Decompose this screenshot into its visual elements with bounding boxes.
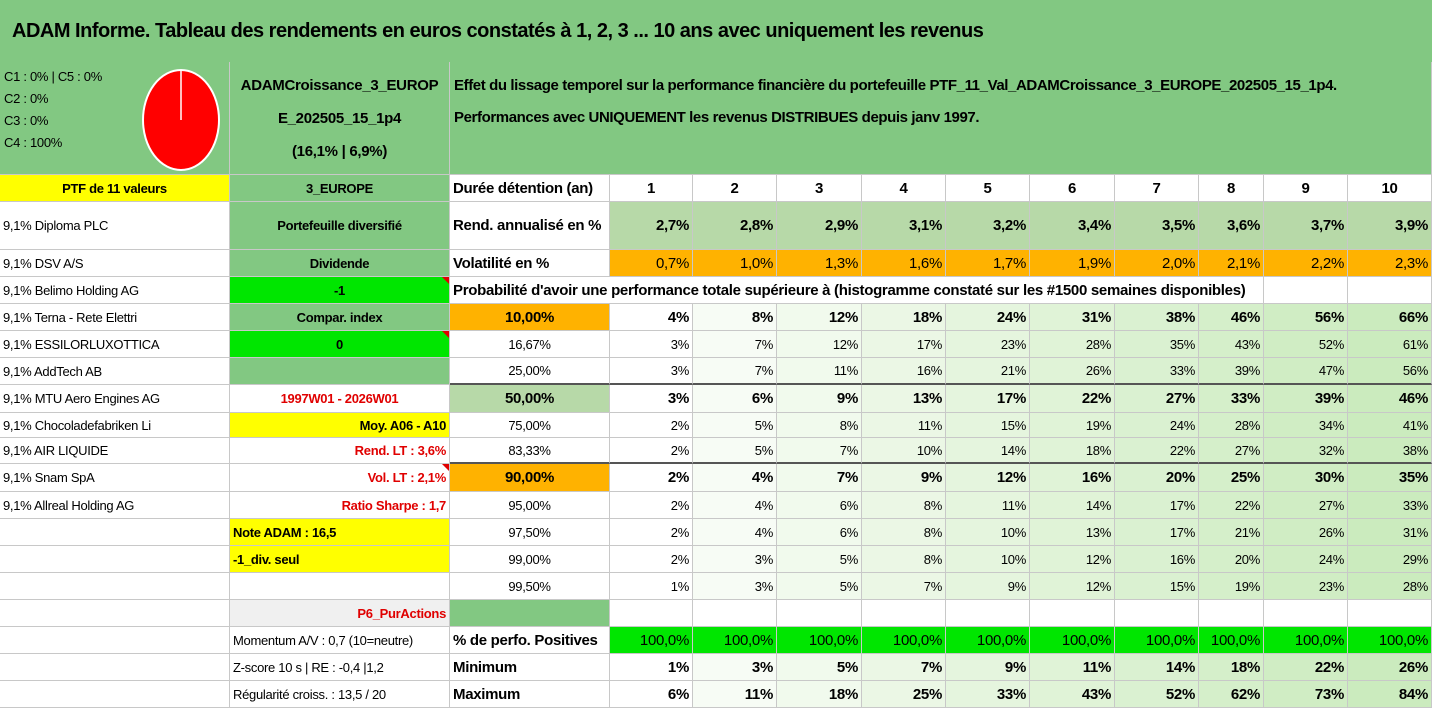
probability-value: 28% — [1199, 413, 1264, 438]
probability-value: 12% — [1030, 573, 1115, 600]
probability-threshold: 90,00% — [450, 464, 610, 492]
probability-value: 38% — [1115, 304, 1199, 331]
div-seul: -1_div. seul — [230, 546, 450, 573]
probability-value: 20% — [1115, 464, 1199, 492]
year-header: 10 — [1348, 175, 1432, 202]
probability-value: 31% — [1348, 519, 1432, 546]
probability-threshold: 97,50% — [450, 519, 610, 546]
probability-value: 5% — [693, 438, 777, 464]
probability-value: 8% — [777, 413, 862, 438]
portfolio-line: E_202505_15_1p4 — [277, 109, 402, 127]
probability-value: 26% — [1264, 519, 1348, 546]
holding-row: 9,1% Belimo Holding AG — [0, 277, 230, 304]
empty-cell — [777, 600, 862, 627]
ptf-header: PTF de 11 valeurs — [0, 175, 230, 202]
report-title: ADAM Informe. Tableau des rendements en euros constatés à 1, 2, 3 ... 10 ans avec uniquement les revenus — [0, 0, 1432, 62]
minimum-value: 5% — [777, 654, 862, 681]
probability-value: 61% — [1348, 331, 1432, 358]
probability-threshold: 10,00% — [450, 304, 610, 331]
probability-value: 15% — [946, 413, 1030, 438]
probability-threshold: 16,67% — [450, 331, 610, 358]
empty-cell — [1348, 600, 1432, 627]
probability-value: 16% — [1115, 546, 1199, 573]
probability-value: 21% — [1199, 519, 1264, 546]
probability-value: 43% — [1199, 331, 1264, 358]
return-value: 2,9% — [777, 202, 862, 250]
period-range: 1997W01 - 2026W01 — [230, 385, 450, 413]
probability-value: 7% — [693, 358, 777, 385]
dividend-label: Dividende — [230, 250, 450, 277]
volatility-value: 2,0% — [1115, 250, 1199, 277]
probability-value: 28% — [1030, 331, 1115, 358]
year-header: 1 — [610, 175, 693, 202]
momentum: Momentum A/V : 0,7 (10=neutre) — [230, 627, 450, 654]
positive-value: 100,0% — [610, 627, 693, 654]
empty-cell — [230, 573, 450, 600]
probability-value: 33% — [1348, 492, 1432, 519]
probability-value: 27% — [1264, 492, 1348, 519]
probability-value: 30% — [1264, 464, 1348, 492]
probability-value: 9% — [862, 464, 946, 492]
probability-value: 20% — [1199, 546, 1264, 573]
volatility-value: 2,1% — [1199, 250, 1264, 277]
maximum-value: 18% — [777, 681, 862, 708]
empty-cell — [862, 600, 946, 627]
probability-value: 24% — [946, 304, 1030, 331]
minimum-label: Minimum — [450, 654, 610, 681]
probability-value: 3% — [610, 358, 693, 385]
probability-value: 8% — [693, 304, 777, 331]
probability-threshold: 95,00% — [450, 492, 610, 519]
empty-cell — [1264, 600, 1348, 627]
dividend-value: -1 — [230, 277, 450, 304]
positive-value: 100,0% — [1115, 627, 1199, 654]
positive-value: 100,0% — [862, 627, 946, 654]
probability-value: 31% — [1030, 304, 1115, 331]
probability-value: 33% — [1199, 385, 1264, 413]
probability-value: 46% — [1348, 385, 1432, 413]
holding-row: 9,1% AddTech AB — [0, 358, 230, 385]
probability-value: 16% — [1030, 464, 1115, 492]
holding-row: 9,1% Diploma PLC — [0, 202, 230, 250]
holding-row: 9,1% DSV A/S — [0, 250, 230, 277]
probability-threshold: 25,00% — [450, 358, 610, 385]
empty-cell — [0, 681, 230, 708]
volatility-value: 2,2% — [1264, 250, 1348, 277]
probability-threshold: 83,33% — [450, 438, 610, 464]
holding-row: 9,1% AIR LIQUIDE — [0, 438, 230, 464]
probability-value: 2% — [610, 438, 693, 464]
probability-value: 22% — [1199, 492, 1264, 519]
return-value: 2,8% — [693, 202, 777, 250]
minimum-value: 11% — [1030, 654, 1115, 681]
probability-value: 23% — [1264, 573, 1348, 600]
holding-row: 9,1% Terna - Rete Elettri — [0, 304, 230, 331]
probability-value: 52% — [1264, 331, 1348, 358]
probability-value: 47% — [1264, 358, 1348, 385]
probability-value: 8% — [862, 492, 946, 519]
empty-cell — [0, 654, 230, 681]
year-header: 3 — [777, 175, 862, 202]
year-header: 6 — [1030, 175, 1115, 202]
minimum-value: 26% — [1348, 654, 1432, 681]
volatility-value: 1,7% — [946, 250, 1030, 277]
minimum-value: 14% — [1115, 654, 1199, 681]
probability-value: 29% — [1348, 546, 1432, 573]
probability-value: 17% — [946, 385, 1030, 413]
probability-value: 4% — [693, 519, 777, 546]
moy-label: Moy. A06 - A10 — [230, 413, 450, 438]
minimum-value: 9% — [946, 654, 1030, 681]
probability-value: 12% — [1030, 546, 1115, 573]
probability-title: Probabilité d'avoir une performance totale supérieure à (histogramme constaté sur les #1500 semaines disponibles) — [450, 277, 1264, 304]
probability-threshold: 99,50% — [450, 573, 610, 600]
probability-value: 3% — [610, 385, 693, 413]
probability-value: 14% — [1030, 492, 1115, 519]
probability-value: 5% — [777, 546, 862, 573]
probability-value: 38% — [1348, 438, 1432, 464]
maximum-value: 43% — [1030, 681, 1115, 708]
maximum-value: 6% — [610, 681, 693, 708]
empty-cell — [230, 358, 450, 385]
probability-value: 2% — [610, 519, 693, 546]
probability-value: 7% — [693, 331, 777, 358]
class-line: C2 : 0% — [4, 91, 49, 106]
positive-value: 100,0% — [946, 627, 1030, 654]
maximum-value: 11% — [693, 681, 777, 708]
empty-cell — [946, 600, 1030, 627]
probability-value: 5% — [777, 573, 862, 600]
compar-index-label: Compar. index — [230, 304, 450, 331]
empty-cell — [1264, 277, 1348, 304]
probability-value: 22% — [1030, 385, 1115, 413]
probability-value: 25% — [1199, 464, 1264, 492]
class-line: C4 : 100% — [4, 135, 63, 150]
year-header: 9 — [1264, 175, 1348, 202]
probability-value: 7% — [862, 573, 946, 600]
probability-value: 9% — [777, 385, 862, 413]
probability-value: 7% — [777, 464, 862, 492]
probability-value: 11% — [946, 492, 1030, 519]
probability-value: 41% — [1348, 413, 1432, 438]
vol-lt: Vol. LT : 2,1% — [230, 464, 450, 492]
duration-label: Durée détention (an) — [450, 175, 610, 202]
maximum-label: Maximum — [450, 681, 610, 708]
maximum-value: 73% — [1264, 681, 1348, 708]
year-header: 7 — [1115, 175, 1199, 202]
probability-threshold: 75,00% — [450, 413, 610, 438]
sharpe-ratio: Ratio Sharpe : 1,7 — [230, 492, 450, 519]
probability-value: 19% — [1030, 413, 1115, 438]
holding-row: 9,1% ESSILORLUXOTTICA — [0, 331, 230, 358]
probability-threshold: 99,00% — [450, 546, 610, 573]
probability-value: 39% — [1264, 385, 1348, 413]
probability-value: 10% — [862, 438, 946, 464]
probability-value: 4% — [693, 492, 777, 519]
empty-cell — [610, 600, 693, 627]
class-line: C3 : 0% — [4, 113, 49, 128]
probability-value: 27% — [1199, 438, 1264, 464]
returns-label: Rend. annualisé en % — [450, 202, 610, 250]
year-header: 2 — [693, 175, 777, 202]
probability-value: 24% — [1264, 546, 1348, 573]
probability-value: 34% — [1264, 413, 1348, 438]
zscore: Z-score 10 s | RE : -0,4 |1,2 — [230, 654, 450, 681]
allocation-pie-chart — [141, 68, 221, 172]
volatility-value: 1,9% — [1030, 250, 1115, 277]
probability-value: 23% — [946, 331, 1030, 358]
probability-value: 14% — [946, 438, 1030, 464]
probability-value: 6% — [777, 492, 862, 519]
minimum-value: 1% — [610, 654, 693, 681]
holding-row: 9,1% Allreal Holding AG — [0, 492, 230, 519]
return-value: 3,4% — [1030, 202, 1115, 250]
maximum-value: 84% — [1348, 681, 1432, 708]
probability-value: 11% — [862, 413, 946, 438]
return-value: 3,2% — [946, 202, 1030, 250]
probability-value: 15% — [1115, 573, 1199, 600]
probability-value: 2% — [610, 464, 693, 492]
zone-label: 3_EUROPE — [230, 175, 450, 202]
positives-label: % de perfo. Positives — [450, 627, 610, 654]
probability-value: 8% — [862, 546, 946, 573]
probability-value: 17% — [1115, 519, 1199, 546]
probability-value: 13% — [862, 385, 946, 413]
probability-value: 8% — [862, 519, 946, 546]
volatility-value: 2,3% — [1348, 250, 1432, 277]
portfolio-line: ADAMCroissance_3_EUROP — [240, 76, 439, 94]
empty-cell — [0, 546, 230, 573]
positive-value: 100,0% — [1030, 627, 1115, 654]
probability-value: 35% — [1115, 331, 1199, 358]
probability-value: 27% — [1115, 385, 1199, 413]
probability-value: 33% — [1115, 358, 1199, 385]
probability-value: 5% — [693, 413, 777, 438]
year-header: 4 — [862, 175, 946, 202]
probability-value: 56% — [1348, 358, 1432, 385]
compar-index-value: 0 — [230, 331, 450, 358]
probability-value: 32% — [1264, 438, 1348, 464]
adam-note: Note ADAM : 16,5 — [230, 519, 450, 546]
probability-value: 39% — [1199, 358, 1264, 385]
diversified-label: Portefeuille diversifié — [230, 202, 450, 250]
probability-value: 17% — [1115, 492, 1199, 519]
probability-value: 56% — [1264, 304, 1348, 331]
empty-cell — [450, 600, 610, 627]
regularite: Régularité croiss. : 13,5 / 20 — [230, 681, 450, 708]
probability-value: 19% — [1199, 573, 1264, 600]
probability-value: 17% — [862, 331, 946, 358]
probability-value: 10% — [946, 546, 1030, 573]
positive-value: 100,0% — [1199, 627, 1264, 654]
maximum-value: 33% — [946, 681, 1030, 708]
probability-value: 66% — [1348, 304, 1432, 331]
probability-value: 7% — [777, 438, 862, 464]
probability-value: 12% — [777, 304, 862, 331]
probability-value: 2% — [610, 546, 693, 573]
empty-cell — [1348, 277, 1432, 304]
probability-value: 26% — [1030, 358, 1115, 385]
return-value: 2,7% — [610, 202, 693, 250]
probability-value: 10% — [946, 519, 1030, 546]
probability-value: 12% — [777, 331, 862, 358]
positive-value: 100,0% — [1264, 627, 1348, 654]
class-line: C1 : 0% | C5 : 0% — [4, 69, 102, 84]
probability-value: 18% — [862, 304, 946, 331]
probability-value: 46% — [1199, 304, 1264, 331]
strategy-label: P6_PurActions — [230, 600, 450, 627]
empty-cell — [0, 627, 230, 654]
volatility-value: 1,0% — [693, 250, 777, 277]
probability-value: 4% — [610, 304, 693, 331]
empty-cell — [1030, 600, 1115, 627]
holding-row: 9,1% Chocoladefabriken Li — [0, 413, 230, 438]
return-value: 3,7% — [1264, 202, 1348, 250]
empty-cell — [0, 573, 230, 600]
probability-value: 24% — [1115, 413, 1199, 438]
probability-value: 6% — [693, 385, 777, 413]
minimum-value: 22% — [1264, 654, 1348, 681]
probability-value: 2% — [610, 413, 693, 438]
probability-value: 11% — [777, 358, 862, 385]
maximum-value: 25% — [862, 681, 946, 708]
empty-cell — [0, 600, 230, 627]
probability-value: 9% — [946, 573, 1030, 600]
return-value: 3,5% — [1115, 202, 1199, 250]
probability-value: 12% — [946, 464, 1030, 492]
probability-value: 21% — [946, 358, 1030, 385]
portfolio-line: (16,1% | 6,9%) — [291, 142, 388, 160]
minimum-value: 3% — [693, 654, 777, 681]
volatility-value: 0,7% — [610, 250, 693, 277]
volatility-value: 1,3% — [777, 250, 862, 277]
maximum-value: 62% — [1199, 681, 1264, 708]
probability-value: 18% — [1030, 438, 1115, 464]
description: Effet du lissage temporel sur la performance financière du portefeuille PTF_11_Val_ADAMCroissance_3_EUROPE_202505_15_1p4. Performances avec UNIQUEMENT les revenus DISTRIBUES depuis janv 1997. — [450, 62, 1432, 175]
empty-cell — [1115, 600, 1199, 627]
probability-value: 6% — [777, 519, 862, 546]
minimum-value: 7% — [862, 654, 946, 681]
probability-value: 35% — [1348, 464, 1432, 492]
empty-cell — [693, 600, 777, 627]
probability-value: 1% — [610, 573, 693, 600]
return-value: 3,6% — [1199, 202, 1264, 250]
minimum-value: 18% — [1199, 654, 1264, 681]
probability-threshold: 50,00% — [450, 385, 610, 413]
empty-cell — [1199, 600, 1264, 627]
probability-value: 13% — [1030, 519, 1115, 546]
probability-value: 3% — [693, 573, 777, 600]
rend-lt: Rend. LT : 3,6% — [230, 438, 450, 464]
probability-value: 3% — [693, 546, 777, 573]
volatility-label: Volatilité en % — [450, 250, 610, 277]
probability-value: 2% — [610, 492, 693, 519]
empty-cell — [0, 519, 230, 546]
year-header: 5 — [946, 175, 1030, 202]
maximum-value: 52% — [1115, 681, 1199, 708]
positive-value: 100,0% — [1348, 627, 1432, 654]
return-value: 3,1% — [862, 202, 946, 250]
holding-row: 9,1% MTU Aero Engines AG — [0, 385, 230, 413]
portfolio-name — [230, 62, 450, 175]
probability-value: 3% — [610, 331, 693, 358]
positive-value: 100,0% — [693, 627, 777, 654]
probability-value: 16% — [862, 358, 946, 385]
volatility-value: 1,6% — [862, 250, 946, 277]
return-value: 3,9% — [1348, 202, 1432, 250]
probability-value: 22% — [1115, 438, 1199, 464]
year-header: 8 — [1199, 175, 1264, 202]
probability-value: 28% — [1348, 573, 1432, 600]
positive-value: 100,0% — [777, 627, 862, 654]
probability-value: 4% — [693, 464, 777, 492]
holding-row: 9,1% Snam SpA — [0, 464, 230, 492]
